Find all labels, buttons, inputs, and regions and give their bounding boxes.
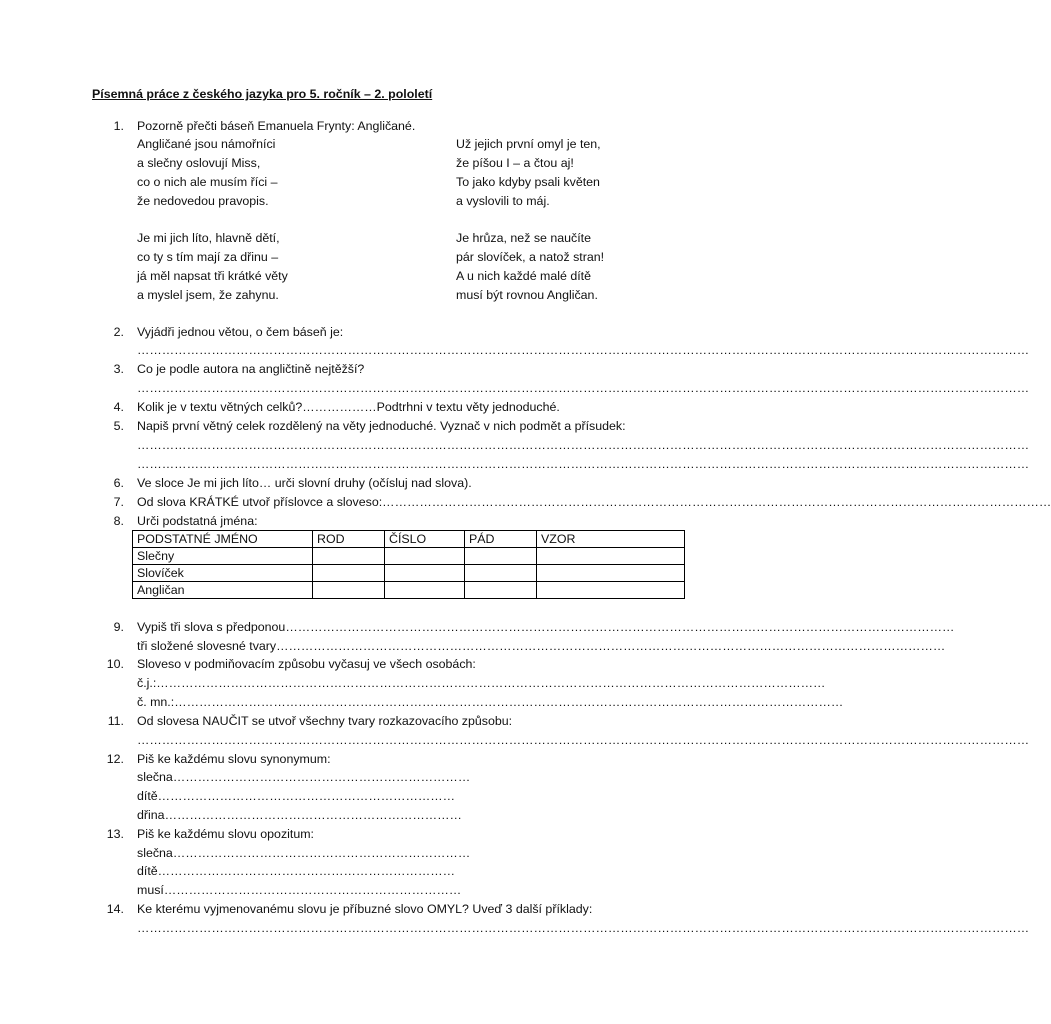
question-12-number: 12. [106, 752, 124, 766]
poem-line: co ty s tím mají za dřinu – [137, 250, 279, 264]
question-6-text: Ve sloce Je mi jich líto… urči slovní druhy (očísluj nad slova). [137, 476, 472, 490]
answer-line[interactable]: ……………………………………………………………… [172, 846, 471, 860]
answer-line[interactable]: ……………………………………………………………… [172, 770, 471, 784]
column-header: PÁD [465, 531, 537, 548]
noun-cell: Angličan [133, 582, 313, 599]
poem-line: co o nich ale musím říci – [137, 175, 278, 189]
question-7-row [137, 494, 1051, 510]
synonym-row [137, 807, 462, 823]
noun-cell: Slovíček [133, 565, 313, 582]
question-1-text: Pozorně přečti báseň Emanuela Frynty: Angličané. [137, 119, 416, 133]
answer-cell[interactable] [385, 582, 465, 599]
question-4-text: Kolik je v textu větných celků?………………Podtrhni v textu věty jednoduché. [137, 400, 560, 414]
page-title: Písemná práce z českého jazyka pro 5. ročník – 2. pololetí [92, 87, 433, 101]
noun-cell: Slečny [133, 548, 313, 565]
answer-cell[interactable] [537, 565, 685, 582]
word-label: dřina [137, 808, 165, 822]
opposite-row [137, 863, 456, 879]
question-9-row [137, 619, 955, 635]
question-14-text: Ke kterému vyjmenovanému slovu je příbuzné slovo OMYL? Uveď 3 další příklady: [137, 902, 593, 916]
answer-cell[interactable] [385, 548, 465, 565]
question-3-number: 3. [113, 362, 124, 376]
answer-line[interactable]: ……………………………………………………………………………………………………………………………………………… [276, 639, 946, 653]
column-header: VZOR [537, 531, 685, 548]
answer-line[interactable]: ……………………………………………………………………………………………………………………………………………………………………………………………… [137, 438, 1030, 452]
question-13-text: Piš ke každému slovu opozitum: [137, 827, 314, 841]
answer-line[interactable]: ……………………………………………………………………………………………………………………………………………… [382, 495, 1051, 509]
question-12-text: Piš ke každému slovu synonymum: [137, 752, 331, 766]
poem-line: Je mi jich líto, hlavně dětí, [137, 231, 280, 245]
question-5-text: Napiš první větný celek rozdělený na věty jednoduché. Vyznač v nich podmět a přísudek: [137, 419, 626, 433]
question-14-number: 14. [106, 902, 124, 916]
poem-line: A u nich každé malé dítě [456, 269, 592, 283]
plural-label: č. mn.: [137, 695, 175, 709]
question-1-number: 1. [113, 119, 124, 133]
question-11-number: 11. [107, 714, 124, 728]
answer-cell[interactable] [537, 582, 685, 599]
answer-cell[interactable] [537, 548, 685, 565]
answer-line[interactable]: ……………………………………………………………………………………………………………………………………………………………………………………………… [137, 733, 1030, 747]
question-2-text: Vyjádři jednou větou, o čem báseň je: [137, 325, 344, 339]
poem-line: a myslel jsem, že zahynu. [137, 288, 279, 302]
column-header: PODSTATNÉ JMÉNO [133, 531, 313, 548]
table-row [133, 582, 685, 599]
question-11-text: Od slovesa NAUČIT se utvoř všechny tvary rozkazovacího způsobu: [137, 714, 513, 728]
answer-line[interactable]: ……………………………………………………………… [163, 883, 462, 897]
question-9-sub-row [137, 638, 946, 654]
opposite-row [137, 882, 462, 898]
answer-line[interactable]: ……………………………………………………………………………………………………………………………………………………………………………………………… [137, 381, 1030, 395]
word-label: slečna [137, 770, 173, 784]
poem-line: Už jejich první omyl je ten, [456, 137, 601, 151]
poem-line: a slečny oslovují Miss, [137, 156, 261, 170]
question-9-number: 9. [113, 620, 124, 634]
answer-line[interactable]: ……………………………………………………………… [164, 808, 462, 822]
word-label: dítě [137, 789, 158, 803]
question-8-text: Urči podstatná jména: [137, 514, 258, 528]
question-4-number: 4. [113, 400, 124, 414]
answer-cell[interactable] [465, 548, 537, 565]
answer-line[interactable]: ……………………………………………………………………………………………………………………………………………… [285, 620, 955, 634]
question-3-text: Co je podle autora na angličtině nejtěžší? [137, 362, 365, 376]
answer-line[interactable]: ……………………………………………………………………………………………………………………………………………………………………………………………… [137, 457, 1030, 471]
poem-line: a vyslovili to máj. [456, 194, 550, 208]
answer-line[interactable]: ……………………………………………………………… [157, 789, 456, 803]
opposite-row [137, 845, 471, 861]
poem-line: že píšou I – a čtou aj! [456, 156, 574, 170]
answer-line[interactable]: ……………………………………………………………… [157, 864, 456, 878]
answer-cell[interactable] [313, 548, 385, 565]
table-header-row [133, 531, 685, 548]
poem-line: Je hrůza, než se naučíte [456, 231, 592, 245]
poem-line: Angličané jsou námořníci [137, 137, 276, 151]
answer-line[interactable]: ……………………………………………………………………………………………………………………………………………………………………………………………… [137, 343, 1030, 357]
noun-table [132, 530, 685, 599]
answer-cell[interactable] [465, 582, 537, 599]
plural-row [137, 694, 844, 710]
answer-line[interactable]: ……………………………………………………………………………………………………………………………………………… [156, 676, 826, 690]
poem-line: pár slovíček, a natož stran! [456, 250, 605, 264]
column-header: ČÍSLO [385, 531, 465, 548]
column-header: ROD [313, 531, 385, 548]
question-8-number: 8. [113, 514, 124, 528]
answer-cell[interactable] [313, 565, 385, 582]
question-2-number: 2. [113, 325, 124, 339]
question-7-number: 7. [113, 495, 124, 509]
word-label: slečna [137, 846, 173, 860]
poem-line: To jako kdyby psali květen [456, 175, 600, 189]
poem-line: musí být rovnou Angličan. [456, 288, 598, 302]
question-7-text: Od slova KRÁTKÉ utvoř příslovce a sloveso: [137, 495, 383, 509]
question-9-text: Vypiš tři slova s předponou [137, 620, 286, 634]
synonym-row [137, 788, 456, 804]
answer-cell[interactable] [313, 582, 385, 599]
question-6-number: 6. [113, 476, 124, 490]
word-label: dítě [137, 864, 158, 878]
poem-line: že nedovedou pravopis. [137, 194, 269, 208]
question-9-subtext: tři složené slovesné tvary [137, 639, 277, 653]
question-5-number: 5. [113, 419, 124, 433]
table-row [133, 548, 685, 565]
question-13-number: 13. [106, 827, 124, 841]
answer-line[interactable]: ……………………………………………………………………………………………………………………………………………… [174, 695, 844, 709]
word-label: musí [137, 883, 164, 897]
singular-row [137, 675, 826, 691]
question-10-number: 10. [106, 657, 124, 671]
singular-label: č.j.: [137, 676, 157, 690]
synonym-row [137, 769, 471, 785]
question-10-text: Sloveso v podmiňovacím způsobu vyčasuj ve všech osobách: [137, 657, 476, 671]
answer-cell[interactable] [465, 565, 537, 582]
answer-cell[interactable] [385, 565, 465, 582]
answer-line[interactable]: ……………………………………………………………………………………………………………………………………………………………………………………………… [137, 921, 1030, 935]
poem-line: já měl napsat tři krátké věty [137, 269, 288, 283]
table-row [133, 565, 685, 582]
